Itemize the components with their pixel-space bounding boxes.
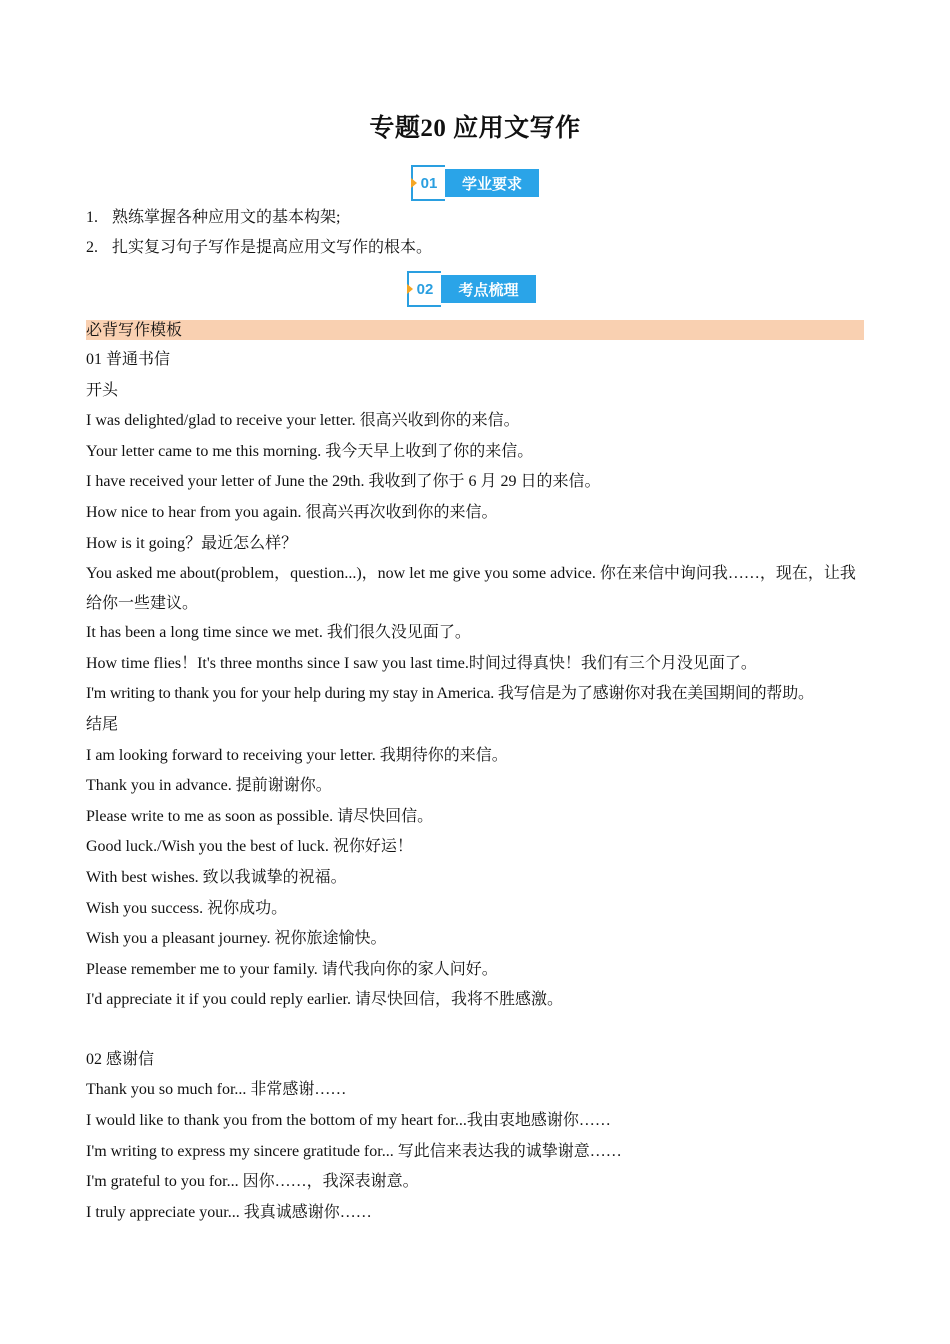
closing-line: Please write to me as soon as possible. 请尽快回信。 <box>86 807 434 825</box>
closing-line: I'd appreciate it if you could reply earlier. 请尽快回信，我将不胜感激。 <box>86 991 563 1009</box>
closing-label: 结尾 <box>86 715 119 733</box>
thanks-line: I would like to thank you from the bottom of my heart for...我由衷地感谢你…… <box>86 1112 611 1130</box>
requirement-item <box>86 203 432 233</box>
thanks-line: Thank you so much for... 非常感谢…… <box>86 1081 347 1099</box>
template-content <box>86 345 866 1228</box>
arrow-marker-icon <box>411 178 417 188</box>
closing-line: Wish you a pleasant journey. 祝你旅途愉快。 <box>86 930 387 948</box>
opening-line: Your letter came to me this morning. 我今天早上收到了你的来信。 <box>86 442 534 460</box>
requirements-badge <box>411 165 539 201</box>
closing-line: Thank you in advance. 提前谢谢你。 <box>86 777 332 795</box>
page-title: 专题20 应用文写作 <box>369 115 581 142</box>
closing-line: Good luck./Wish you the best of luck. 祝你好运！ <box>86 838 413 856</box>
opening-line: How nice to hear from you again. 很高兴再次收到你的来信。 <box>86 503 498 521</box>
review-badge-number-text: 02 <box>416 280 434 298</box>
opening-line: How is it going？最近怎么样？ <box>86 534 298 552</box>
thanks-line: I'm grateful to you for... 因你……，我深表谢意。 <box>86 1173 419 1191</box>
blank-line <box>86 1016 866 1045</box>
closing-line: With best wishes. 致以我诚挚的祝福。 <box>86 868 347 886</box>
opening-line: You asked me about(problem，question...)，now let me give you some advice. 你在来信中询问我……，现在，让我给你一些建议。 <box>86 565 856 612</box>
closing-line: Wish you success. 祝你成功。 <box>86 899 288 917</box>
opening-line: I have received your letter of June the 29th. 我收到了你于 6 月 29 日的来信。 <box>86 473 601 491</box>
requirements-badge-label: 学业要求 <box>445 169 539 197</box>
opening-line: I was delighted/glad to receive your letter. 很高兴收到你的来信。 <box>86 412 520 430</box>
section-heading: 必背写作模板 <box>86 320 864 340</box>
closing-line: Please remember me to your family. 请代我向你的家人问好。 <box>86 960 498 978</box>
thanks-line: I'm writing to express my sincere gratitude for... 写此信来表达我的诚挚谢意…… <box>86 1142 622 1160</box>
requirement-item <box>86 233 432 263</box>
thanks-heading: 02 感谢信 <box>86 1050 155 1068</box>
requirements-list <box>86 203 432 263</box>
arrow-marker-icon <box>407 284 413 294</box>
review-badge <box>407 271 536 307</box>
letter-heading: 01 普通书信 <box>86 351 171 368</box>
requirement-text: 扎实复习句子写作是提高应用文写作的根本。 <box>112 239 433 256</box>
opening-label: 开头 <box>86 381 119 399</box>
review-badge-number <box>407 271 441 307</box>
requirement-number: 2. <box>86 239 98 256</box>
closing-line: I am looking forward to receiving your letter. 我期待你的来信。 <box>86 746 508 764</box>
requirement-number: 1. <box>86 209 98 226</box>
thanks-line: I truly appreciate your... 我真诚感谢你…… <box>86 1203 372 1221</box>
review-badge-label: 考点梳理 <box>441 275 536 303</box>
opening-line: I'm writing to thank you for your help during my stay in America. 我写信是为了感谢你对我在美国期间的帮助。 <box>86 685 814 703</box>
requirements-badge-number-text: 01 <box>420 174 438 192</box>
requirement-text: 熟练掌握各种应用文的基本构架; <box>112 209 341 226</box>
opening-line: How time flies！It's three months since I saw you last time.时间过得真快！我们有三个月没见面了。 <box>86 654 757 672</box>
requirements-badge-number <box>411 165 445 201</box>
opening-line: It has been a long time since we met. 我们很久没见面了。 <box>86 624 471 642</box>
